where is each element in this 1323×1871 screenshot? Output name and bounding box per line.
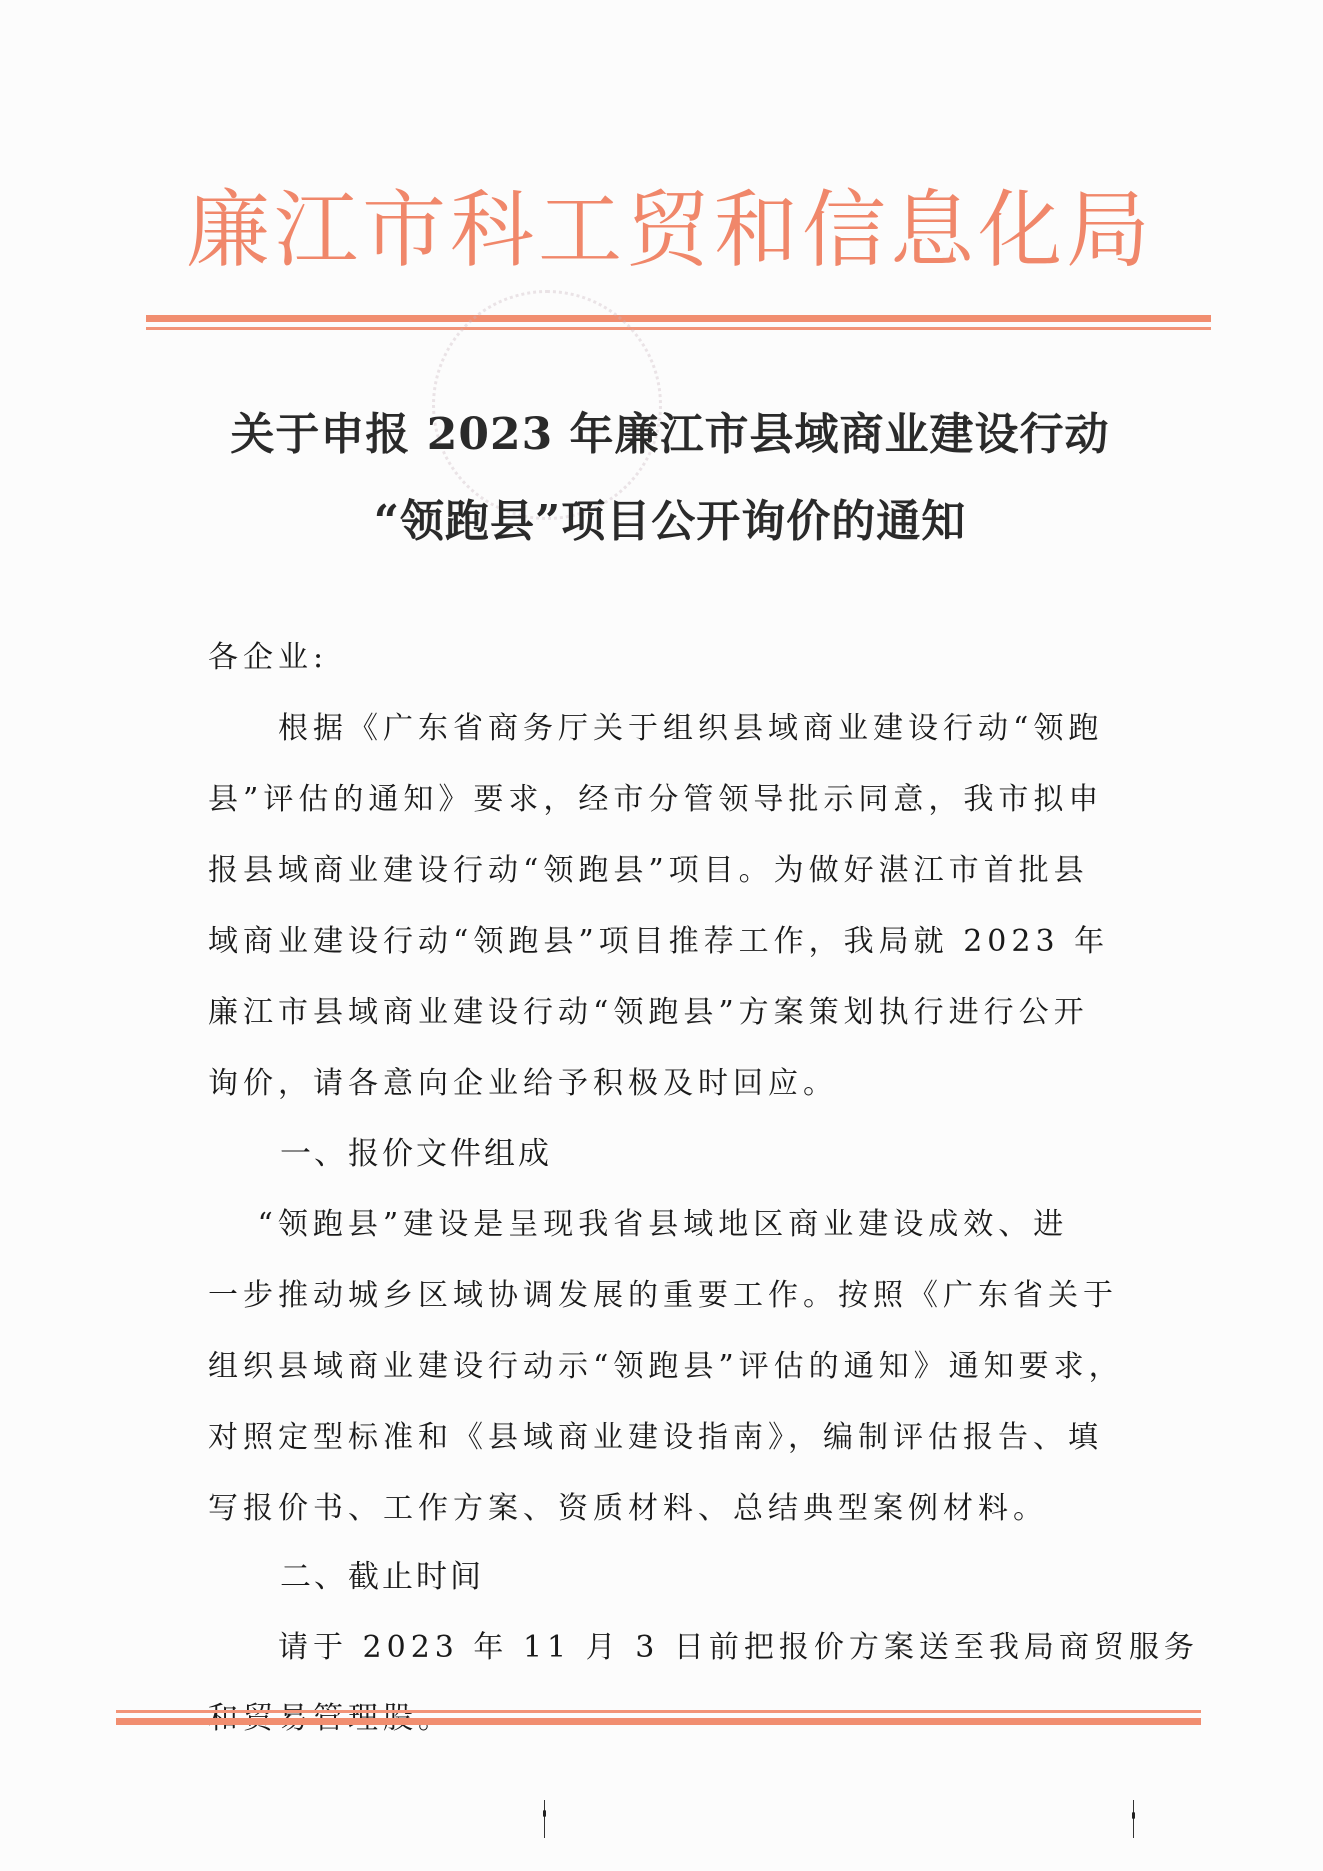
section-1-heading: 一、报价文件组成 — [280, 1136, 552, 1172]
section-1-line: “领跑县”建设是呈现我省县域地区商业建设成效、进 — [208, 1207, 1069, 1242]
organization-letterhead: 廉江市科工贸和信息化局 — [185, 181, 1154, 279]
section-1-line: 对照定型标准和《县域商业建设指南》，编制评估报告、填 — [208, 1420, 1103, 1455]
binding-mark-left — [544, 1800, 545, 1838]
document-title-line-2: “领跑县”项目公开询价的通知 — [373, 496, 967, 547]
intro-line: 询价，请各意向企业给予积极及时回应。 — [208, 1066, 838, 1101]
binding-mark-right — [1133, 1800, 1134, 1838]
header-rule-thin — [146, 327, 1211, 330]
section-1-line: 写报价书、工作方案、资质材料、总结典型案例材料。 — [208, 1491, 1048, 1526]
header-rule-thick — [146, 315, 1211, 322]
section-2-line: 请于 2023 年 11 月 3 日前把报价方案送至我局商贸服务 — [208, 1630, 1199, 1665]
binding-mark-left-dot — [543, 1810, 546, 1817]
section-2-heading: 二、截止时间 — [280, 1559, 484, 1595]
intro-line: 根据《广东省商务厅关于组织县域商业建设行动“领跑 — [208, 711, 1104, 746]
intro-line: 廉江市县域商业建设行动“领跑县”方案策划执行进行公开 — [208, 995, 1089, 1030]
intro-line: 报县域商业建设行动“领跑县”项目。为做好湛江市首批县 — [208, 853, 1089, 888]
section-1-line: 组织县域商业建设行动示“领跑县”评估的通知》通知要求， — [208, 1349, 1124, 1384]
footer-rule-thick — [116, 1718, 1201, 1725]
intro-line: 域商业建设行动“领跑县”项目推荐工作，我局就 2023 年 — [208, 924, 1110, 959]
document-title-line-1: 关于申报 2023 年廉江市县域商业建设行动 — [230, 409, 1110, 460]
binding-mark-right-dot — [1132, 1812, 1135, 1819]
footer-rule-thin — [116, 1710, 1201, 1713]
section-1-line: 一步推动城乡区域协调发展的重要工作。按照《广东省关于 — [208, 1278, 1118, 1313]
section-2-line — [208, 1693, 1128, 1737]
salutation: 各企业: — [208, 640, 329, 675]
intro-line: 县”评估的通知》要求，经市分管领导批示同意，我市拟申 — [208, 782, 1104, 817]
